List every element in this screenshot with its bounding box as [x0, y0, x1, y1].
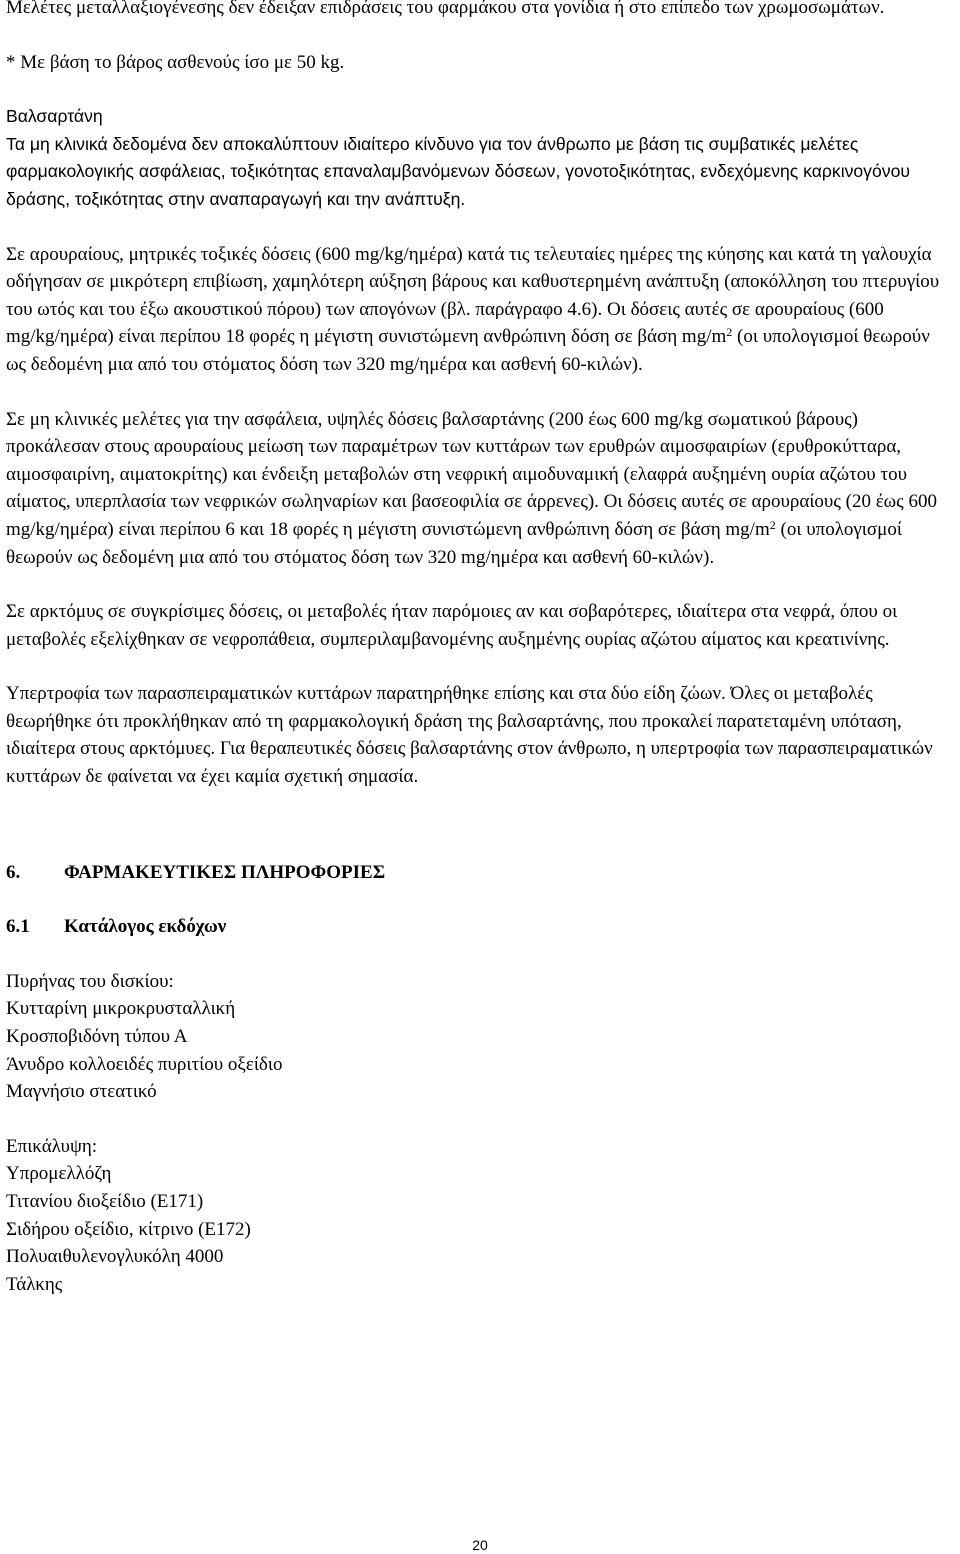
superscript: 2 [726, 325, 733, 340]
subsection-title: Κατάλογος εκδόχων [64, 916, 227, 938]
list-item: Κυτταρίνη μικροκρυσταλλική [6, 998, 236, 1020]
section-number: 6. [6, 861, 21, 883]
list-item: Μαγνήσιο στεατικό [6, 1081, 157, 1103]
list-heading: Πυρήνας του δισκίου: [6, 970, 174, 992]
document-page [6, 0, 942, 1298]
paragraph-rats [6, 241, 942, 379]
text-part: (οι υπολογισμοί θεωρούν ως δεδομένη μια από του στόματος δόση των 320 mg/ημέρα και ασθενή 60-κιλών). [6, 326, 930, 375]
paragraph-hypertrophy: Υπερτροφία των παρασπειραματικών κυττάρων παρατηρήθηκε επίσης και στα δύο είδη ζώων. Όλες οι μεταβολές θεωρήθηκε ότι προκλήθηκαν από τη φαρμακολογική δράση της βαλσαρτάνης, που προκαλεί παρατεταμένη υπόταση, ιδιαίτερα στους αρκτόμυες. Για θεραπευτικές δόσεις βαλσαρτάνης στον άνθρωπο, η υπερτροφία των παρασπειραματικών κυττάρων δε φαίνεται να έχει καμία σχετική σημασία. [6, 683, 933, 788]
paragraph-safety-studies [6, 406, 942, 572]
paragraph-nonclinical: Τα μη κλινικά δεδομένα δεν αποκαλύπτουν ιδιαίτερο κίνδυνο για τον άνθρωπο με βάση τις συμβατικές μελέτες φαρμακολογικής ασφάλειας, τοξικότητας επαναλαμβανόμενων δόσεων, γονοτοξικότητας, ενδεχόμενης καρκινογόνου δράσης, τοξικότητας στην αναπαραγωγή και την ανάπτυξη. [6, 133, 910, 209]
list-item: Κροσποβιδόνη τύπου Α [6, 1026, 188, 1048]
paragraph-mutagenicity: Μελέτες μεταλλαξιογένεσης δεν έδειξαν επιδράσεις του φαρμάκου στα γονίδια ή στο επίπεδο των χρωμοσωμάτων. [6, 0, 885, 18]
section-heading [6, 859, 942, 887]
footnote-weight: * Με βάση το βάρος ασθενούς ίσο με 50 kg. [6, 51, 345, 73]
text-part: (οι υπολογισμοί θεωρούν ως δεδομένη μια από του στόματος δόση των 320 mg/ημέρα και ασθενή 60-κιλών). [6, 518, 902, 568]
superscript: 2 [769, 517, 776, 532]
list-item: Σιδήρου οξείδιο, κίτρινο (E172) [6, 1218, 251, 1240]
text-part: Σε μη κλινικές μελέτες για την ασφάλεια, υψηλές δόσεις βαλσαρτάνης (200 έως 600 mg/kg σωματικού βάρους) προκάλεσαν στους αρουραίους μείωση των παραμέτρων των κυττάρων των ερυθρών αιμοσφαιρίων (ερυθροκύτταρα, αιμοσφαιρίνη, αιματοκρίτης) και ένδειξη μεταβολών στη νεφρική αιμοδυναμική (ελαφρά αυξημένη ουρία αζώτου του αίματος, υπερπλασία των νεφρικών σωληναρίων και βασεοφιλία σε άρρενες). Οι δόσεις αυτές σε αρουραίους (20 έως 600 mg/kg/ημέρα) είναι περίπου 6 και 18 φορές η μέγιστη συνιστώμενη ανθρώπινη δόση σε βάση mg/m [6, 408, 937, 540]
list-item: Πολυαιθυλενογλυκόλη 4000 [6, 1246, 224, 1268]
core-excipients-list [6, 968, 942, 1106]
substance-heading: Βαλσαρτάνη [6, 106, 103, 127]
page-number: 20 [472, 1537, 488, 1553]
list-item: Τιτανίου διοξείδιο (E171) [6, 1191, 204, 1212]
coating-excipients-list [6, 1133, 942, 1299]
section-title: ΦΑΡΜΑΚΕΥΤΙΚΕΣ ΠΛΗΡΟΦΟΡΙΕΣ [64, 861, 386, 883]
text-part: Σε αρουραίους, μητρικές τοξικές δόσεις (600 mg/kg/ημέρα) κατά τις τελευταίες ημέρες της κύησης και κατά τη γαλουχία οδήγησαν σε μικρότερη επιβίωση, χαμηλότερη αύξηση βάρους και καθυστερημένη ανάπτυξη (αποκόλληση του πτερυγίου του ωτός και του έξω ακουστικού πόρου) των απογόνων (βλ. παράγραφο 4.6). Οι δόσεις αυτές σε αρουραίους (600 mg/kg/ημέρα) είναι περίπου 18 φορές η μέγιστη συνιστώμενη ανθρώπινη δόση σε βάση mg/m [6, 243, 940, 348]
list-item: Υπρομελλόζη [6, 1163, 112, 1185]
list-item: Άνυδρο κολλοειδές πυριτίου οξείδιο [6, 1053, 283, 1075]
paragraph-marmosets: Σε αρκτόμυς σε συγκρίσιμες δόσεις, οι μεταβολές ήταν παρόμοιες αν και σοβαρότερες, ιδιαίτερα στα νεφρά, όπου οι μεταβολές εξελίχθηκαν σε νεφροπάθεια, συμπεριλαμβανομένης αυξημένης ουρίας αζώτου αίματος και κρεατινίνης. [6, 601, 898, 650]
subsection-heading [6, 913, 942, 941]
list-item: Τάλκης [6, 1273, 63, 1295]
subsection-number: 6.1 [6, 916, 30, 938]
list-heading: Επικάλυψη: [6, 1135, 98, 1157]
